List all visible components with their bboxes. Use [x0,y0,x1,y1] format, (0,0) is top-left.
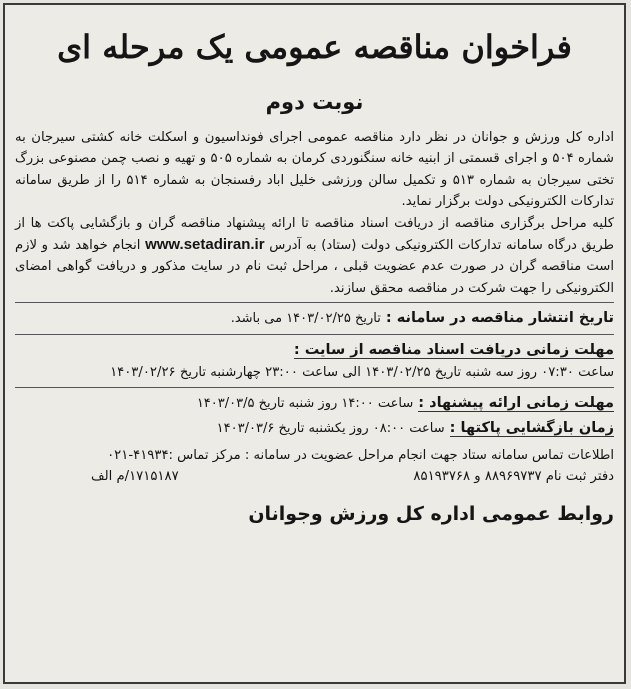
procedure-text-2: انجام خواهد شد و لازم است مناقصه گران در صورت عدم عضویت قبلی ، مراحل ثبت نام در سایت مذکور و دریافت گواهی امضای الکترونیکی را جهت شرکت در مناقصه محقق سازند. [15,238,614,296]
offer-deadline-line [15,391,614,416]
notice-page [3,3,626,684]
divider [15,387,614,388]
publish-date-value: تاریخ ۱۴۰۳/۰۲/۲۵ می باشد. [230,311,381,327]
procedure-text-1: کلیه مراحل برگزاری مناقصه از دریافت اسناد مناقصه تا ارائه پیشنهاد مناقصه گران و بازگشایی پاکت ها از طریق درگاه سامانه تدارکات الکترونیکی دولت (ستاد) به آدرس [15,215,614,254]
offer-deadline-value: ساعت ۱۴:۰۰ روز شنبه تاریخ ۱۴۰۳/۰۳/۵ [196,395,414,411]
divider [15,334,614,335]
registration-numbers: دفتر ثبت نام ۸۸۹۶۹۷۳۷ و ۸۵۱۹۳۷۶۸ [413,469,614,485]
publish-date-label: تاریخ انتشار مناقصه در سامانه : [385,310,614,327]
docs-deadline-value: ساعت ۰۷:۳۰ روز سه شنبه تاریخ ۱۴۰۳/۰۲/۲۵ الی ساعت ۲۳:۰۰ چهارشنبه تاریخ ۱۴۰۳/۰۲/۲۶ [110,365,614,381]
website-link[interactable]: www.setadiran.ir [145,236,265,254]
intro-paragraph: اداره کل ورزش و جوانان در نظر دارد مناقصه عمومی اجرای فونداسیون و اسکلت خانه کشتی سیرجان به شماره ۵۰۴ و اجرای قسمتی از ابنیه خانه سنگنوردی کرمان به شماره ۵۰۵ و تهیه و نصب چمن مصنوعی بزرگ تختی سیرجان به شماره ۵۱۳ و تکمیل سالن ورزشی خلیل اباد رفسنجان به شماره ۵۱۴ را از طریق سامانه تدارکات الکترونیکی دولت برگزار نماید. [15,130,614,210]
docs-deadline-label: مهلت زمانی دریافت اسناد مناقصه از سایت : [293,342,614,359]
issuer-footer: روابط عمومی اداره کل ورزش وجوانان [248,503,614,526]
opening-time-label: زمان بازگشایی پاکتها : [449,419,614,436]
notice-title: فراخوان مناقصه عمومی یک مرحله ای [57,28,572,66]
contact-info: اطلاعات تماس سامانه ستاد جهت انجام مراحل عضویت در سامانه : مرکز تماس :۴۱۹۳۴-۰۲۱ [107,447,614,463]
opening-time-value: ساعت ۰۸:۰۰ روز یکشنبه تاریخ ۱۴۰۳/۰۳/۶ [216,420,445,436]
procedure-paragraph [15,213,614,300]
notice-code: ۱۷۱۵۱۸۷/م الف [90,469,179,485]
offer-deadline-label: مهلت زمانی ارائه پیشنهاد : [418,394,614,411]
registration-info [15,466,614,487]
notice-round: نوبت دوم [265,90,364,114]
docs-deadline-heading [15,338,614,362]
divider [15,302,614,303]
opening-time-line [15,416,614,441]
publish-date-line [15,306,614,331]
